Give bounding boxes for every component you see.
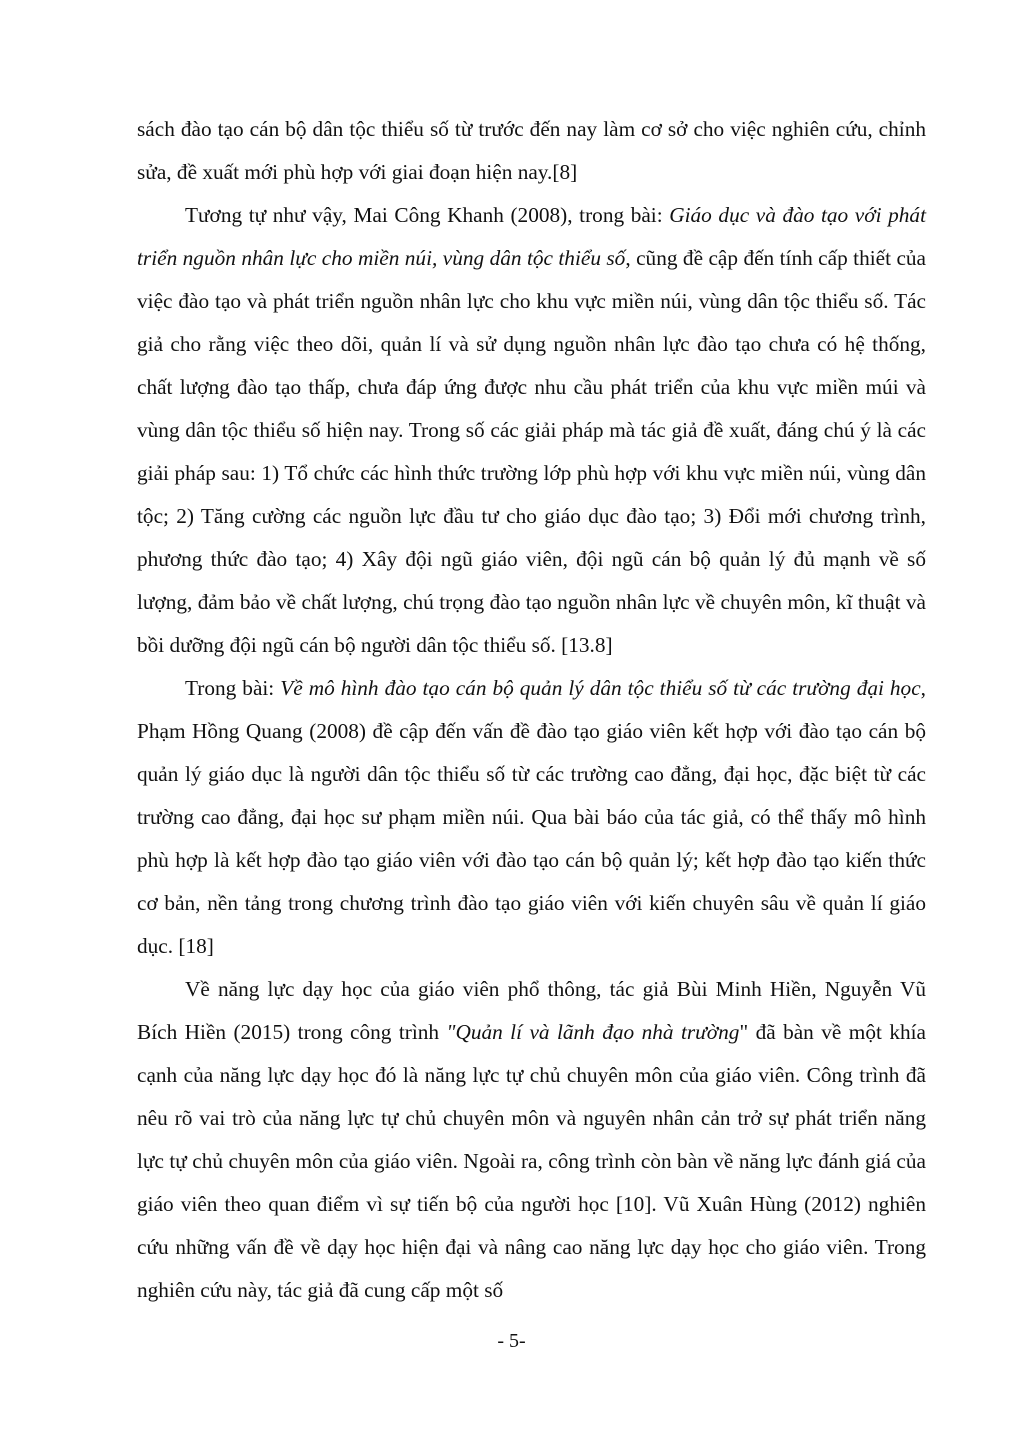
- page-number: - 5-: [497, 1330, 526, 1352]
- paragraph-3: [137, 667, 926, 968]
- paragraph-3-article-title: Về mô hình đào tạo cán bộ quản lý dân tộc thiểu số từ các trường đại học: [280, 676, 921, 700]
- body-text: [137, 108, 926, 1312]
- paragraph-1-text: sách đào tạo cán bộ dân tộc thiểu số từ trước đến nay làm cơ sở cho việc nghiên cứu, chỉnh sửa, đề xuất mới phù hợp với giai đoạn hiện nay.[8]: [137, 117, 926, 184]
- paragraph-4: [137, 968, 926, 1312]
- paragraph-4-work-title: "Quản lí và lãnh đạo nhà trường: [446, 1020, 740, 1044]
- paragraph-4-body: " đã bàn về một khía cạnh của năng lực dạy học đó là năng lực tự chủ chuyên môn của giáo viên. Công trình đã nêu rõ vai trò của năng lực tự chủ chuyên môn và nguyên nhân cản trở sự phát triển năng lực tự chủ chuyên môn của giáo viên. Ngoài ra, công trình còn bàn về năng lực đánh giá của giáo viên theo quan điểm vì sự tiến bộ của người học [10]. Vũ Xuân Hùng (2012) nghiên cứu những vấn đề về dạy học hiện đại và nâng cao năng lực dạy học cho giáo viên. Trong nghiên cứu này, tác giả đã cung cấp một số: [137, 1020, 926, 1302]
- paragraph-2-lead: Tương tự như vậy, Mai Công Khanh (2008), trong bài:: [185, 203, 670, 227]
- paragraph-4-lead: Về năng lực dạy học của giáo viên phổ thông, tác giả Bùi Minh Hiền, Nguyễn Vũ Bích Hiền (2015) trong công trình: [137, 977, 926, 1044]
- paragraph-2-article-title: Giáo dục và đào tạo với phát triển nguồn nhân lực cho miền núi, vùng dân tộc thiểu số: [137, 203, 926, 270]
- paragraph-2: [137, 194, 926, 667]
- paragraph-2-body: , cũng đề cập đến tính cấp thiết của việc đào tạo và phát triển nguồn nhân lực cho khu vực miền núi, vùng dân tộc thiểu số. Tác giả cho rằng việc theo dõi, quản lí và sử dụng nguồn nhân lực đào tạo chưa có hệ thống, chất lượng đào tạo thấp, chưa đáp ứng được nhu cầu phát triển của khu vực miền múi và vùng dân tộc thiểu số hiện nay. Trong số các giải pháp mà tác giả đề xuất, đáng chú ý là các giải pháp sau: 1) Tổ chức các hình thức trường lớp phù hợp với khu vực miền núi, vùng dân tộc; 2) Tăng cường các nguồn lực đầu tư cho giáo dục đào tạo; 3) Đổi mới chương trình, phương thức đào tạo; 4) Xây đội ngũ giáo viên, đội ngũ cán bộ quản lý đủ mạnh về số lượng, đảm bảo về chất lượng, chú trọng đào tạo nguồn nhân lực về chuyên môn, kĩ thuật và bồi dưỡng đội ngũ cán bộ người dân tộc thiểu số. [13.8]: [137, 246, 926, 657]
- paragraph-3-lead: Trong bài:: [185, 676, 281, 700]
- paragraph-1: [137, 108, 926, 194]
- paragraph-3-body: , Phạm Hồng Quang (2008) đề cập đến vấn đề đào tạo giáo viên kết hợp với đào tạo cán bộ quản lý giáo dục là người dân tộc thiểu số từ các trường cao đẳng, đại học, đặc biệt từ các trường cao đẳng, đại học sư phạm miền núi. Qua bài báo của tác giả, có thể thấy mô hình phù hợp là kết hợp đào tạo giáo viên với đào tạo cán bộ quản lý; kết hợp đào tạo kiến thức cơ bản, nền tảng trong chương trình đào tạo giáo viên với kiến chuyên sâu về quản lí giáo dục. [18]: [137, 676, 926, 958]
